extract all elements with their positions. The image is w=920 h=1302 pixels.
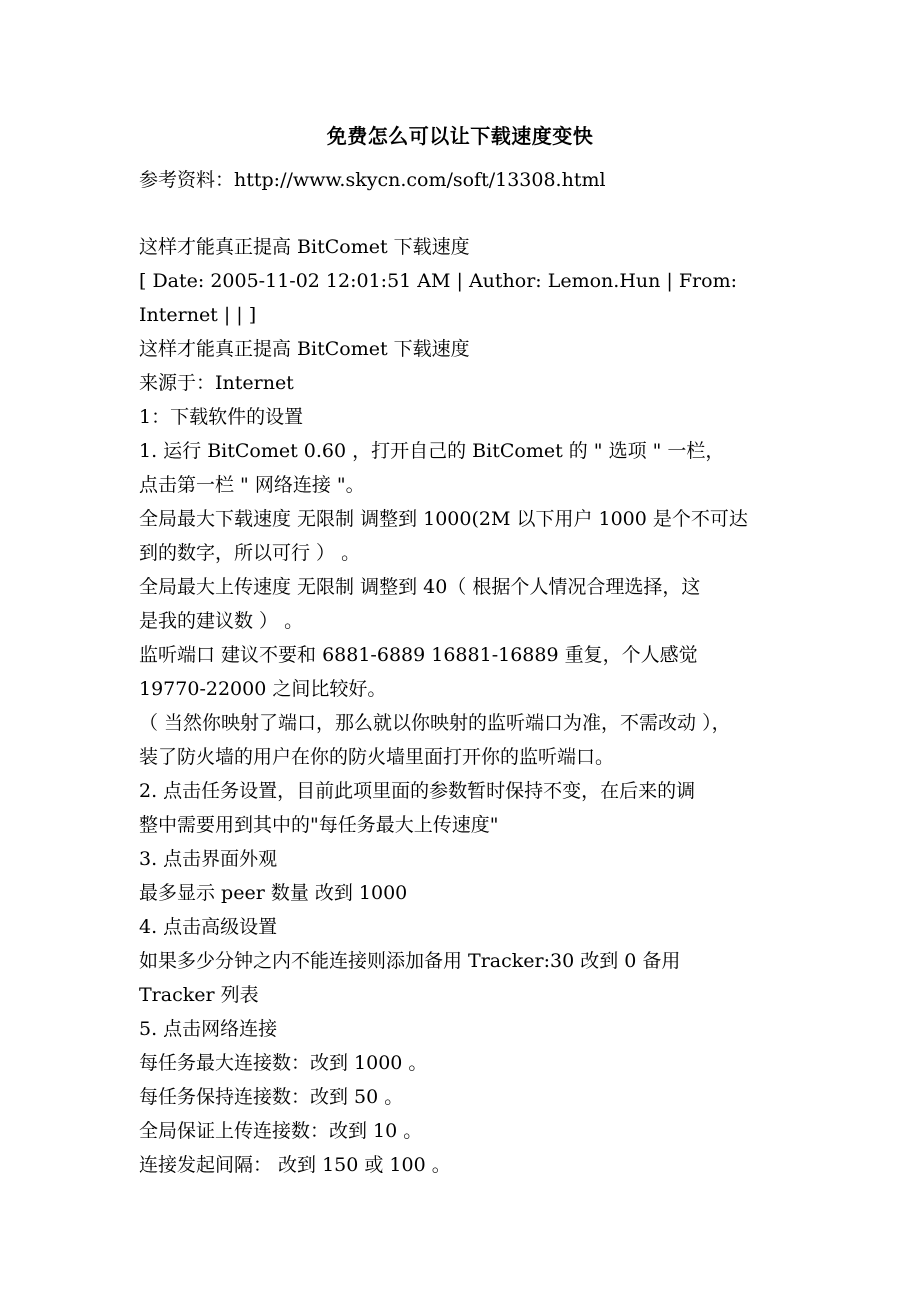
body-line: 19770-22000 之间比较好。: [139, 678, 387, 700]
body-line: 点击第一栏 " 网络连接 "。: [139, 474, 365, 496]
body-line: 是我的建议数 ） 。: [139, 610, 304, 632]
body-line: 如果多少分钟之内不能连接则添加备用 Tracker:30 改到 0 备用: [139, 950, 681, 972]
body-line: 每任务最大连接数：改到 1000 。: [139, 1052, 428, 1074]
body-line: 最多显示 peer 数量 改到 1000: [139, 882, 408, 904]
body-line: 4. 点击高级设置: [139, 916, 278, 938]
body-line: 装了防火墙的用户在你的防火墙里面打开你的监听端口。: [139, 746, 615, 768]
body-line: 到的数字，所以可行 ） 。: [139, 542, 361, 564]
body-line: [ Date: 2005-11-02 12:01:51 AM | Author: Lemon.Hun | From:: [139, 270, 737, 292]
body-line: 来源于：Internet: [139, 372, 294, 394]
body-line: 3. 点击界面外观: [139, 848, 278, 870]
body-line: 全局保证上传连接数：改到 10 。: [139, 1120, 423, 1142]
body-line: 2. 点击任务设置，目前此项里面的参数暂时保持不变，在后来的调: [139, 780, 696, 802]
body-line: 每任务保持连接数：改到 50 。: [139, 1086, 404, 1108]
body-line: 全局最大下载速度 无限制 调整到 1000(2M 以下用户 1000 是个不可达: [139, 508, 748, 530]
body-line: （ 当然你映射了端口，那么就以你映射的监听端口为准，不需改动 ），: [139, 712, 731, 734]
document-body: [139, 230, 809, 1182]
body-line: 1. 运行 BitComet 0.60 ，打开自己的 BitComet 的 " 选项 " 一栏，: [139, 440, 725, 462]
body-line: 5. 点击网络连接: [139, 1018, 278, 1040]
body-line: 1：下载软件的设置: [139, 406, 304, 428]
document-title: 免费怎么可以让下载速度变快: [326, 124, 594, 148]
body-line: 全局最大上传速度 无限制 调整到 40（ 根据个人情况合理选择，这: [139, 576, 701, 598]
body-line: Internet | | ]: [139, 304, 257, 326]
body-line: Tracker 列表: [139, 984, 259, 1006]
body-line: 监听端口 建议不要和 6881-6889 16881-16889 重复，个人感觉: [139, 644, 698, 666]
body-line: 连接发起间隔： 改到 150 或 100 。: [139, 1154, 451, 1176]
reference-line: 参考资料：http://www.skycn.com/soft/13308.html: [139, 169, 606, 191]
body-line: 这样才能真正提高 BitComet 下载速度: [139, 236, 470, 258]
body-line: 整中需要用到其中的"每任务最大上传速度": [139, 814, 499, 836]
body-line: 这样才能真正提高 BitComet 下载速度: [139, 338, 470, 360]
